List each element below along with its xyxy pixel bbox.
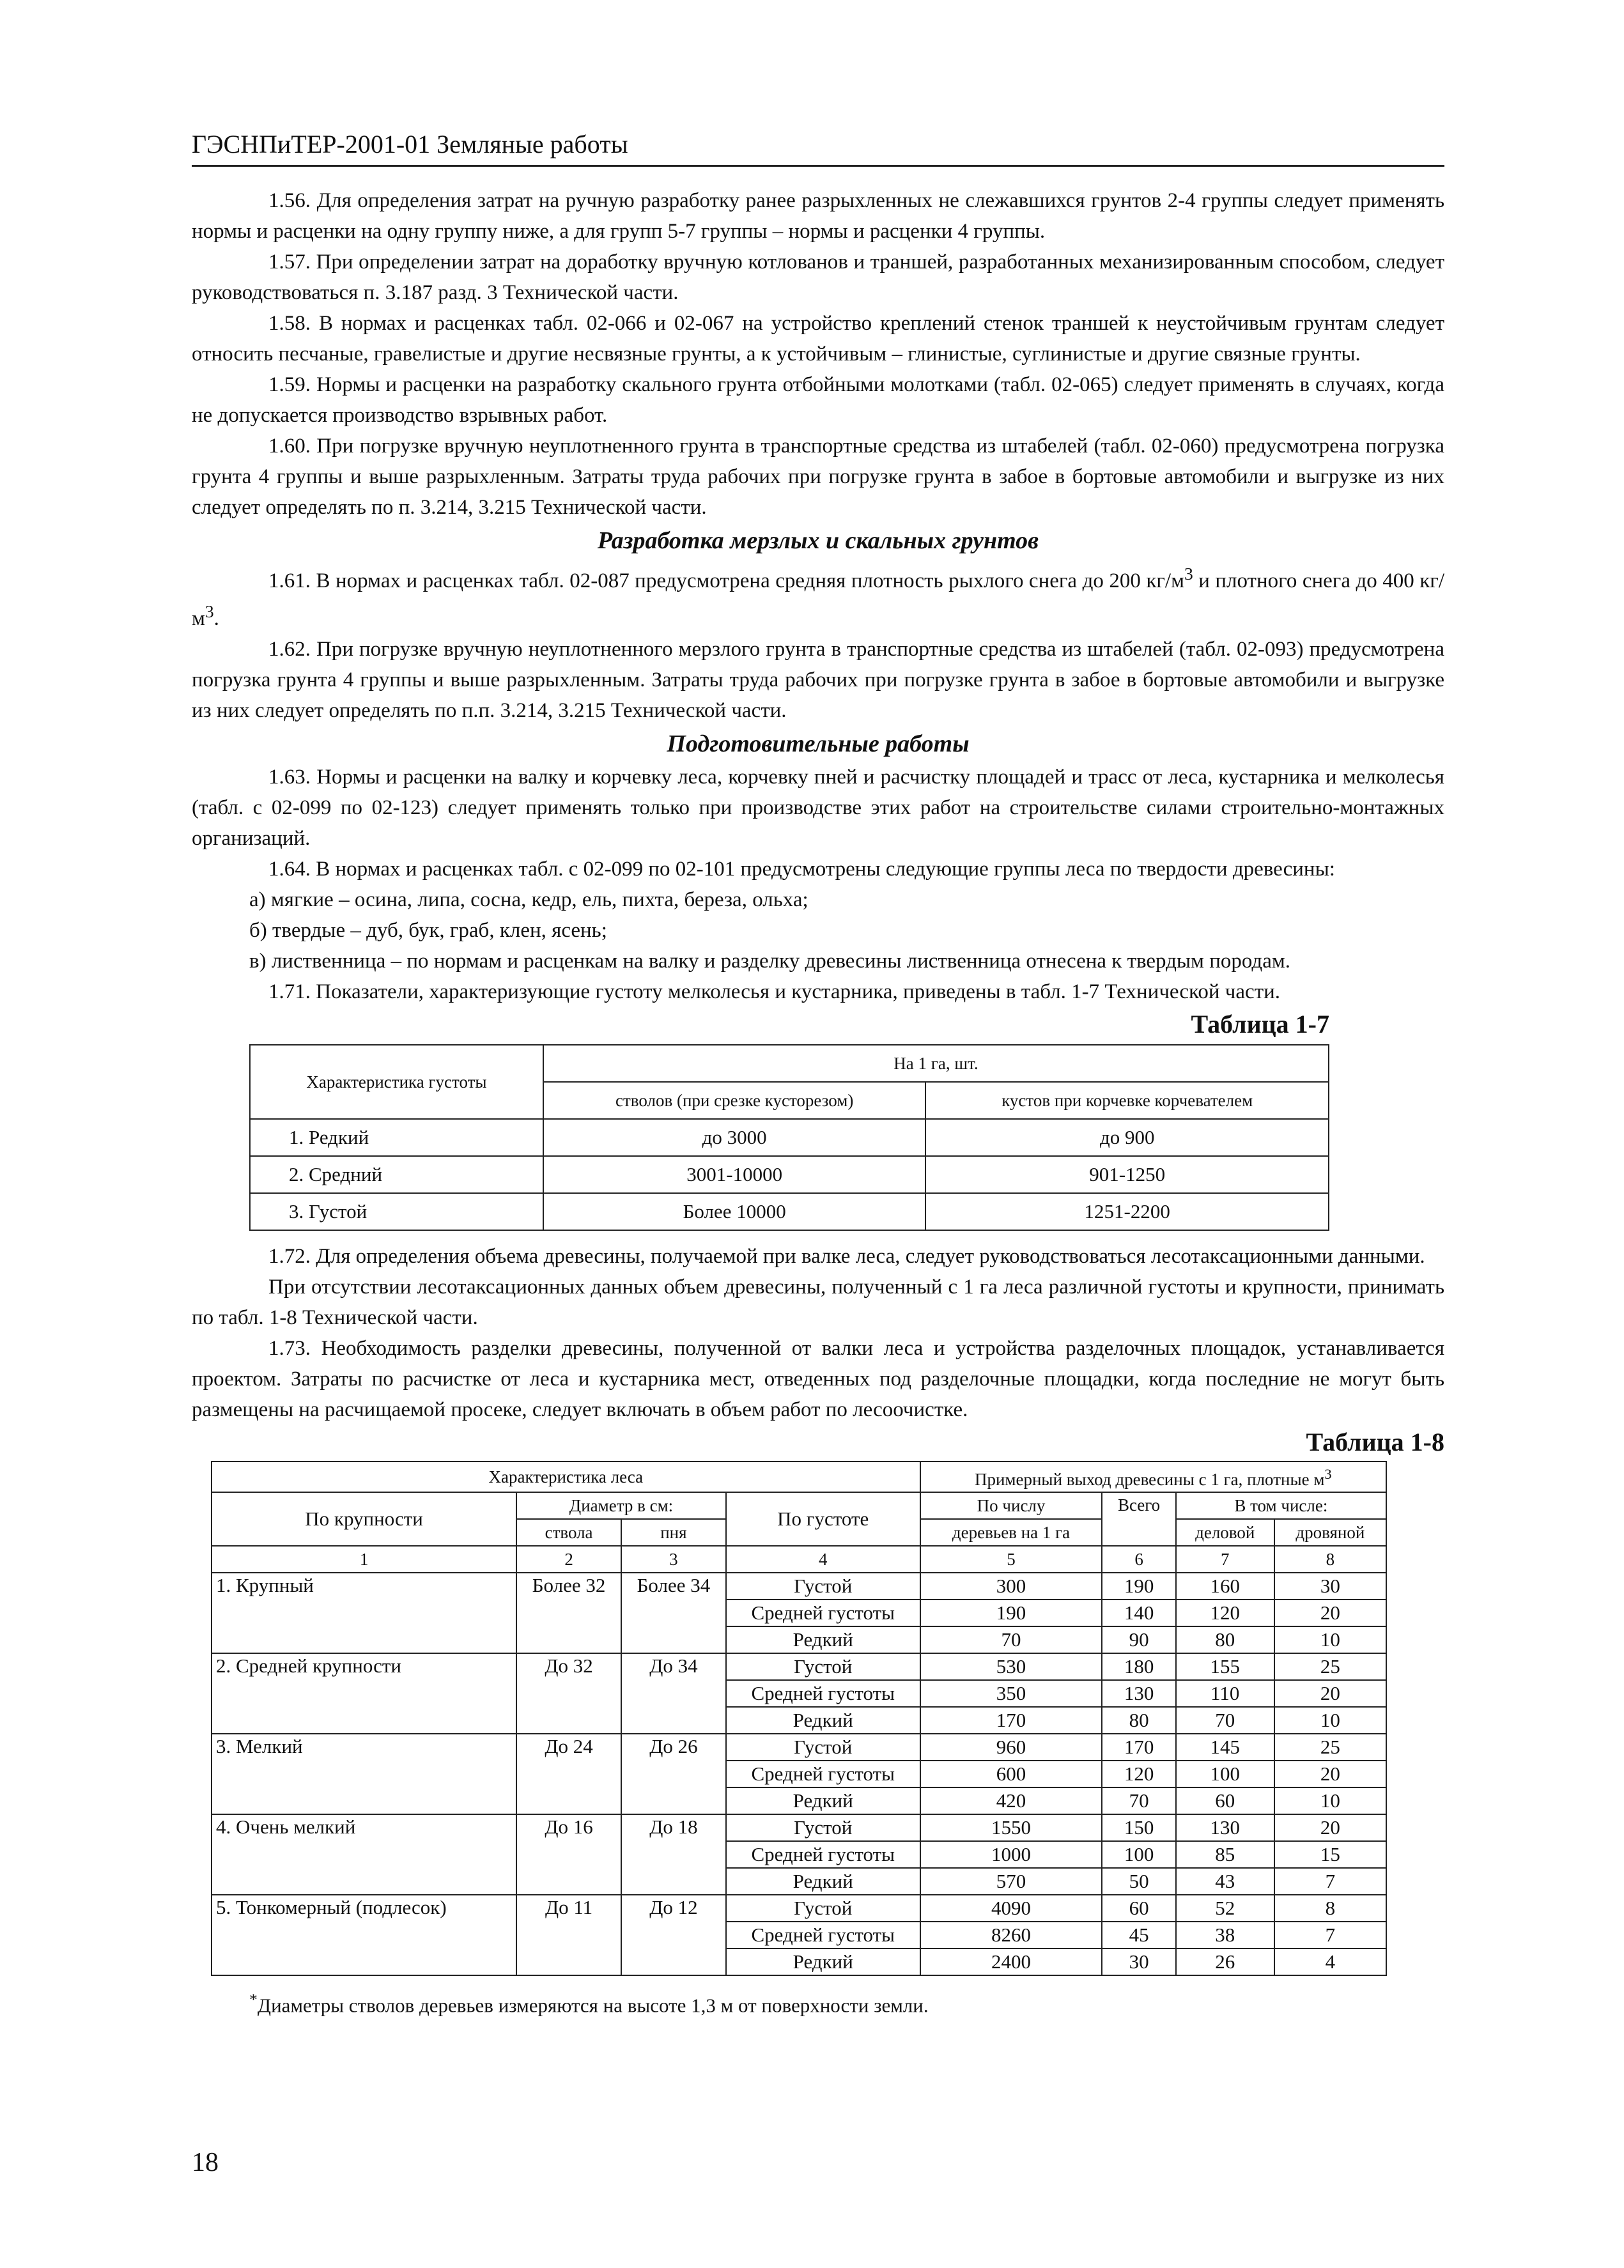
table-cell: 5. Тонкомерный (подлесок) (212, 1895, 516, 1975)
table-cell: 2. Средний (250, 1156, 543, 1193)
table-cell: 190 (1102, 1573, 1175, 1600)
superscript-3: 3 (1184, 564, 1193, 583)
table-cell: 38 (1176, 1922, 1274, 1948)
table-cell: Густой (726, 1573, 920, 1600)
table-cell: 2. Средней крупности (212, 1653, 516, 1734)
table-cell: До 18 (621, 1814, 726, 1895)
table-cell: До 11 (516, 1895, 621, 1975)
table-cell: 100 (1102, 1841, 1175, 1868)
table-cell: До 12 (621, 1895, 726, 1975)
clause-1-61-part-a: 1.61. В нормах и расценках табл. 02-087 предусмотрена средняя плотность рыхлого снега до 200 кг/м (268, 569, 1184, 592)
clause-1-60: 1.60. При погрузке вручную неуплотненного грунта в транспортные средства из штабелей (табл. 02-060) предусмотрена погрузка грунта 4 группы и выше разрыхленным. Затраты труда рабочих при погрузке грунта в забое в бортовые автомобили и выгрузке из них следует определять по п. 3.214, 3.215 Технической части. (192, 435, 1444, 519)
table-cell: 130 (1176, 1814, 1274, 1841)
table-cell: 350 (920, 1680, 1102, 1707)
table-row (212, 1895, 1386, 1922)
table-cell: 60 (1102, 1895, 1175, 1922)
section-title-preparatory-works: Подготовительные работы (667, 730, 970, 757)
table-1-8-header-diameter: Диаметр в см: (516, 1492, 726, 1519)
table-cell: Редкий (726, 1707, 920, 1734)
clause-1-61-part-b: и плотного снега до 400 кг/м (192, 569, 1444, 630)
table-cell: 960 (920, 1734, 1102, 1761)
table-cell: 20 (1274, 1600, 1386, 1626)
table-cell: 4 (1274, 1948, 1386, 1975)
table-cell: До 26 (621, 1734, 726, 1814)
table-cell: 43 (1176, 1868, 1274, 1895)
table-cell: 530 (920, 1653, 1102, 1680)
section-title-frozen-soils: Разработка мерзлых и скальных грунтов (597, 527, 1039, 554)
table-cell: 110 (1176, 1680, 1274, 1707)
column-number: 2 (516, 1546, 621, 1573)
clause-1-57: 1.57. При определении затрат на доработку вручную котлованов и траншей, разработанных механизированным способом, следует руководствоваться п. 3.187 разд. 3 Технической части. (192, 251, 1444, 304)
table-1-7-header-characteristic: Характеристика густоты (250, 1045, 543, 1119)
superscript-3: 3 (1324, 1466, 1332, 1482)
column-number: 3 (621, 1546, 726, 1573)
column-number: 6 (1102, 1546, 1175, 1573)
column-number: 8 (1274, 1546, 1386, 1573)
table-cell: 30 (1274, 1573, 1386, 1600)
table-cell: 30 (1102, 1948, 1175, 1975)
column-number: 7 (1176, 1546, 1274, 1573)
table-cell: Густой (726, 1814, 920, 1841)
clause-1-64-item-a: а) мягкие – осина, липа, сосна, кедр, ель, пихта, береза, ольха; (249, 888, 808, 911)
table-cell: 3. Мелкий (212, 1734, 516, 1814)
table-cell: 180 (1102, 1653, 1175, 1680)
table-cell: 100 (1176, 1761, 1274, 1787)
table-cell: 7 (1274, 1868, 1386, 1895)
table-1-8-header-size: По крупности (212, 1492, 516, 1546)
body-text (192, 185, 1444, 2020)
table-cell: Средней густоты (726, 1922, 920, 1948)
table-1-7 (249, 1044, 1329, 1231)
table-row (250, 1156, 1329, 1193)
footnote-mark: * (249, 1990, 258, 2009)
table-cell: 25 (1274, 1734, 1386, 1761)
table-cell: 4. Очень мелкий (212, 1814, 516, 1895)
table-row (212, 1653, 1386, 1680)
table-cell: 120 (1102, 1761, 1175, 1787)
table-cell: до 900 (925, 1119, 1329, 1156)
clause-1-64: 1.64. В нормах и расценках табл. с 02-099 по 02-101 предусмотрены следующие группы леса по твердости древесины: (268, 858, 1335, 881)
table-1-7-header-bushes: кустов при корчевке корчевателем (925, 1082, 1329, 1119)
table-row (212, 1814, 1386, 1841)
table-1-8-header-forest: Характеристика леса (212, 1462, 920, 1492)
table-1-8-header-stump: пня (621, 1519, 726, 1546)
running-header: ГЭСНПиТЕР-2001-01 Земляные работы (192, 127, 1444, 167)
clause-1-62: 1.62. При погрузке вручную неуплотненного мерзлого грунта в транспортные средства из штабелей (табл. 02-093) предусмотрена погрузка грунта 4 группы и выше разрыхленным. Затраты труда рабочих при погрузке грунта в забое в бортовые автомобили и выгрузке из них следует определять по п.п. 3.214, 3.215 Технической части. (192, 638, 1444, 722)
table-cell: 10 (1274, 1626, 1386, 1653)
page-number: 18 (192, 2148, 219, 2177)
table-cell: Средней густоты (726, 1600, 920, 1626)
table-row (250, 1119, 1329, 1156)
table-cell: 120 (1176, 1600, 1274, 1626)
table-cell: 70 (1176, 1707, 1274, 1734)
table-cell: 140 (1102, 1600, 1175, 1626)
table-cell: 1550 (920, 1814, 1102, 1841)
table-cell: 130 (1102, 1680, 1175, 1707)
footnote (249, 1985, 1444, 2020)
column-number: 5 (920, 1546, 1102, 1573)
table-row (250, 1193, 1329, 1230)
table-cell: 3. Густой (250, 1193, 543, 1230)
clause-1-61-part-c: . (213, 607, 219, 630)
table-1-8-header-business: деловой (1176, 1519, 1274, 1546)
table-cell: 90 (1102, 1626, 1175, 1653)
table-cell: 300 (920, 1573, 1102, 1600)
table-cell: Средней густоты (726, 1841, 920, 1868)
table-cell: 10 (1274, 1787, 1386, 1814)
table-cell: 1251-2200 (925, 1193, 1329, 1230)
table-cell: 2400 (920, 1948, 1102, 1975)
table-cell: Средней густоты (726, 1761, 920, 1787)
table-cell: 70 (1102, 1787, 1175, 1814)
table-row (212, 1734, 1386, 1761)
table-1-8-header-output-text: Примерный выход древесины с 1 га, плотные м (974, 1470, 1325, 1489)
table-cell: 901-1250 (925, 1156, 1329, 1193)
table-1-8-header-total: Всего (1102, 1492, 1175, 1546)
table-cell: 145 (1176, 1734, 1274, 1761)
clause-1-72: 1.72. Для определения объема древесины, получаемой при валке леса, следует руководствоваться лесотаксационными данными. (268, 1245, 1425, 1268)
footnote-text: Диаметры стволов деревьев измеряются на высоте 1,3 м от поверхности земли. (257, 1994, 929, 2017)
table-1-7-caption: Таблица 1-7 (1191, 1010, 1329, 1038)
clause-1-61 (192, 559, 1444, 634)
table-cell: 150 (1102, 1814, 1175, 1841)
table-cell: 52 (1176, 1895, 1274, 1922)
table-cell: 20 (1274, 1680, 1386, 1707)
table-cell: 1000 (920, 1841, 1102, 1868)
table-cell: 190 (920, 1600, 1102, 1626)
table-cell: 3001-10000 (543, 1156, 925, 1193)
clause-1-59: 1.59. Нормы и расценки на разработку скального грунта отбойными молотками (табл. 02-065) следует применять в случаях, когда не допускается производство взрывных работ. (192, 373, 1444, 427)
table-cell: Более 10000 (543, 1193, 925, 1230)
table-cell: 8260 (920, 1922, 1102, 1948)
table-cell: 60 (1176, 1787, 1274, 1814)
table-cell: 1. Редкий (250, 1119, 543, 1156)
table-cell: Более 32 (516, 1573, 621, 1653)
table-1-8-header-count: По числу (920, 1492, 1102, 1519)
table-cell: 10 (1274, 1707, 1386, 1734)
table-cell: 25 (1274, 1653, 1386, 1680)
table-cell: Средней густоты (726, 1680, 920, 1707)
table-1-8-header-firewood: дровяной (1274, 1519, 1386, 1546)
table-cell: 4090 (920, 1895, 1102, 1922)
table-cell: 170 (1102, 1734, 1175, 1761)
table-cell: Густой (726, 1653, 920, 1680)
table-cell: Более 34 (621, 1573, 726, 1653)
superscript-3: 3 (205, 601, 214, 621)
table-cell: 570 (920, 1868, 1102, 1895)
clause-1-64-item-b: б) твердые – дуб, бук, граб, клен, ясень; (249, 919, 607, 942)
table-cell: до 3000 (543, 1119, 925, 1156)
table-cell: До 16 (516, 1814, 621, 1895)
table-cell: 15 (1274, 1841, 1386, 1868)
clause-1-71: 1.71. Показатели, характеризующие густоту мелколесья и кустарника, приведены в табл. 1-7 Технической части. (268, 980, 1281, 1003)
table-cell: 7 (1274, 1922, 1386, 1948)
table-cell: 85 (1176, 1841, 1274, 1868)
table-cell: 420 (920, 1787, 1102, 1814)
clause-1-56: 1.56. Для определения затрат на ручную разработку ранее разрыхленных не слежавшихся грунтов 2-4 группы следует применять нормы и расценки на одну группу ниже, а для групп 5-7 группы – нормы и расценки 4 группы. (192, 189, 1444, 243)
table-cell: 170 (920, 1707, 1102, 1734)
table-cell: Редкий (726, 1868, 920, 1895)
table-cell: 20 (1274, 1814, 1386, 1841)
column-number: 1 (212, 1546, 516, 1573)
table-cell: До 34 (621, 1653, 726, 1734)
table-cell: 8 (1274, 1895, 1386, 1922)
table-cell: 600 (920, 1761, 1102, 1787)
clause-1-63: 1.63. Нормы и расценки на валку и корчевку леса, корчевку пней и расчистку площадей и трасс от леса, кустарника и мелколесья (табл. с 02-099 по 02-123) следует применять только при производстве этих работ на строительстве силами строительно-монтажных организаций. (192, 766, 1444, 850)
clause-1-72-note: При отсутствии лесотаксационных данных объем древесины, полученный с 1 га леса различной густоты и крупности, принимать по табл. 1-8 Технической части. (192, 1276, 1444, 1329)
table-1-8-header-density: По густоте (726, 1492, 920, 1546)
table-1-7-header-per-ha: На 1 га, шт. (543, 1045, 1329, 1082)
table-1-8-header-trunk: ствола (516, 1519, 621, 1546)
clause-1-73: 1.73. Необходимость разделки древесины, полученной от валки леса и устройства разделочных площадок, устанавливается проектом. Затраты по расчистке от леса и кустарника мест, отведенных под разделочные площадки, когда последние не могут быть размещены на расчищаемой просеке, следует включать в объем работ по лесоочистке. (192, 1337, 1444, 1421)
table-cell: 80 (1176, 1626, 1274, 1653)
table-1-8-header-including: В том числе: (1176, 1492, 1386, 1519)
table-cell: До 24 (516, 1734, 621, 1814)
table-cell: 20 (1274, 1761, 1386, 1787)
clause-1-64-item-c: в) лиственница – по нормам и расценкам на валку и разделку древесины лиственница отнесена к твердым породам. (249, 950, 1290, 973)
table-row (212, 1573, 1386, 1600)
table-cell: Густой (726, 1895, 920, 1922)
table-cell: 50 (1102, 1868, 1175, 1895)
table-cell: 155 (1176, 1653, 1274, 1680)
column-number: 4 (726, 1546, 920, 1573)
table-cell: Редкий (726, 1787, 920, 1814)
table-cell: 26 (1176, 1948, 1274, 1975)
table-1-8-header-trees: деревьев на 1 га (920, 1519, 1102, 1546)
table-1-8 (211, 1461, 1387, 1976)
table-1-8-header-output (920, 1462, 1386, 1492)
table-cell: Редкий (726, 1948, 920, 1975)
table-cell: 1. Крупный (212, 1573, 516, 1653)
table-cell: До 32 (516, 1653, 621, 1734)
table-cell: 80 (1102, 1707, 1175, 1734)
table-1-8-caption: Таблица 1-8 (1306, 1428, 1444, 1456)
table-cell: Редкий (726, 1626, 920, 1653)
clause-1-58: 1.58. В нормах и расценках табл. 02-066 и 02-067 на устройство креплений стенок траншей к неустойчивым грунтам следует относить песчаные, гравелистые и другие несвязные грунты, а к устойчивым – глинистые, суглинистые и другие связные грунты. (192, 312, 1444, 366)
table-cell: 70 (920, 1626, 1102, 1653)
table-cell: 160 (1176, 1573, 1274, 1600)
table-cell: 45 (1102, 1922, 1175, 1948)
table-1-7-header-stems: стволов (при срезке кусторезом) (543, 1082, 925, 1119)
table-cell: Густой (726, 1734, 920, 1761)
